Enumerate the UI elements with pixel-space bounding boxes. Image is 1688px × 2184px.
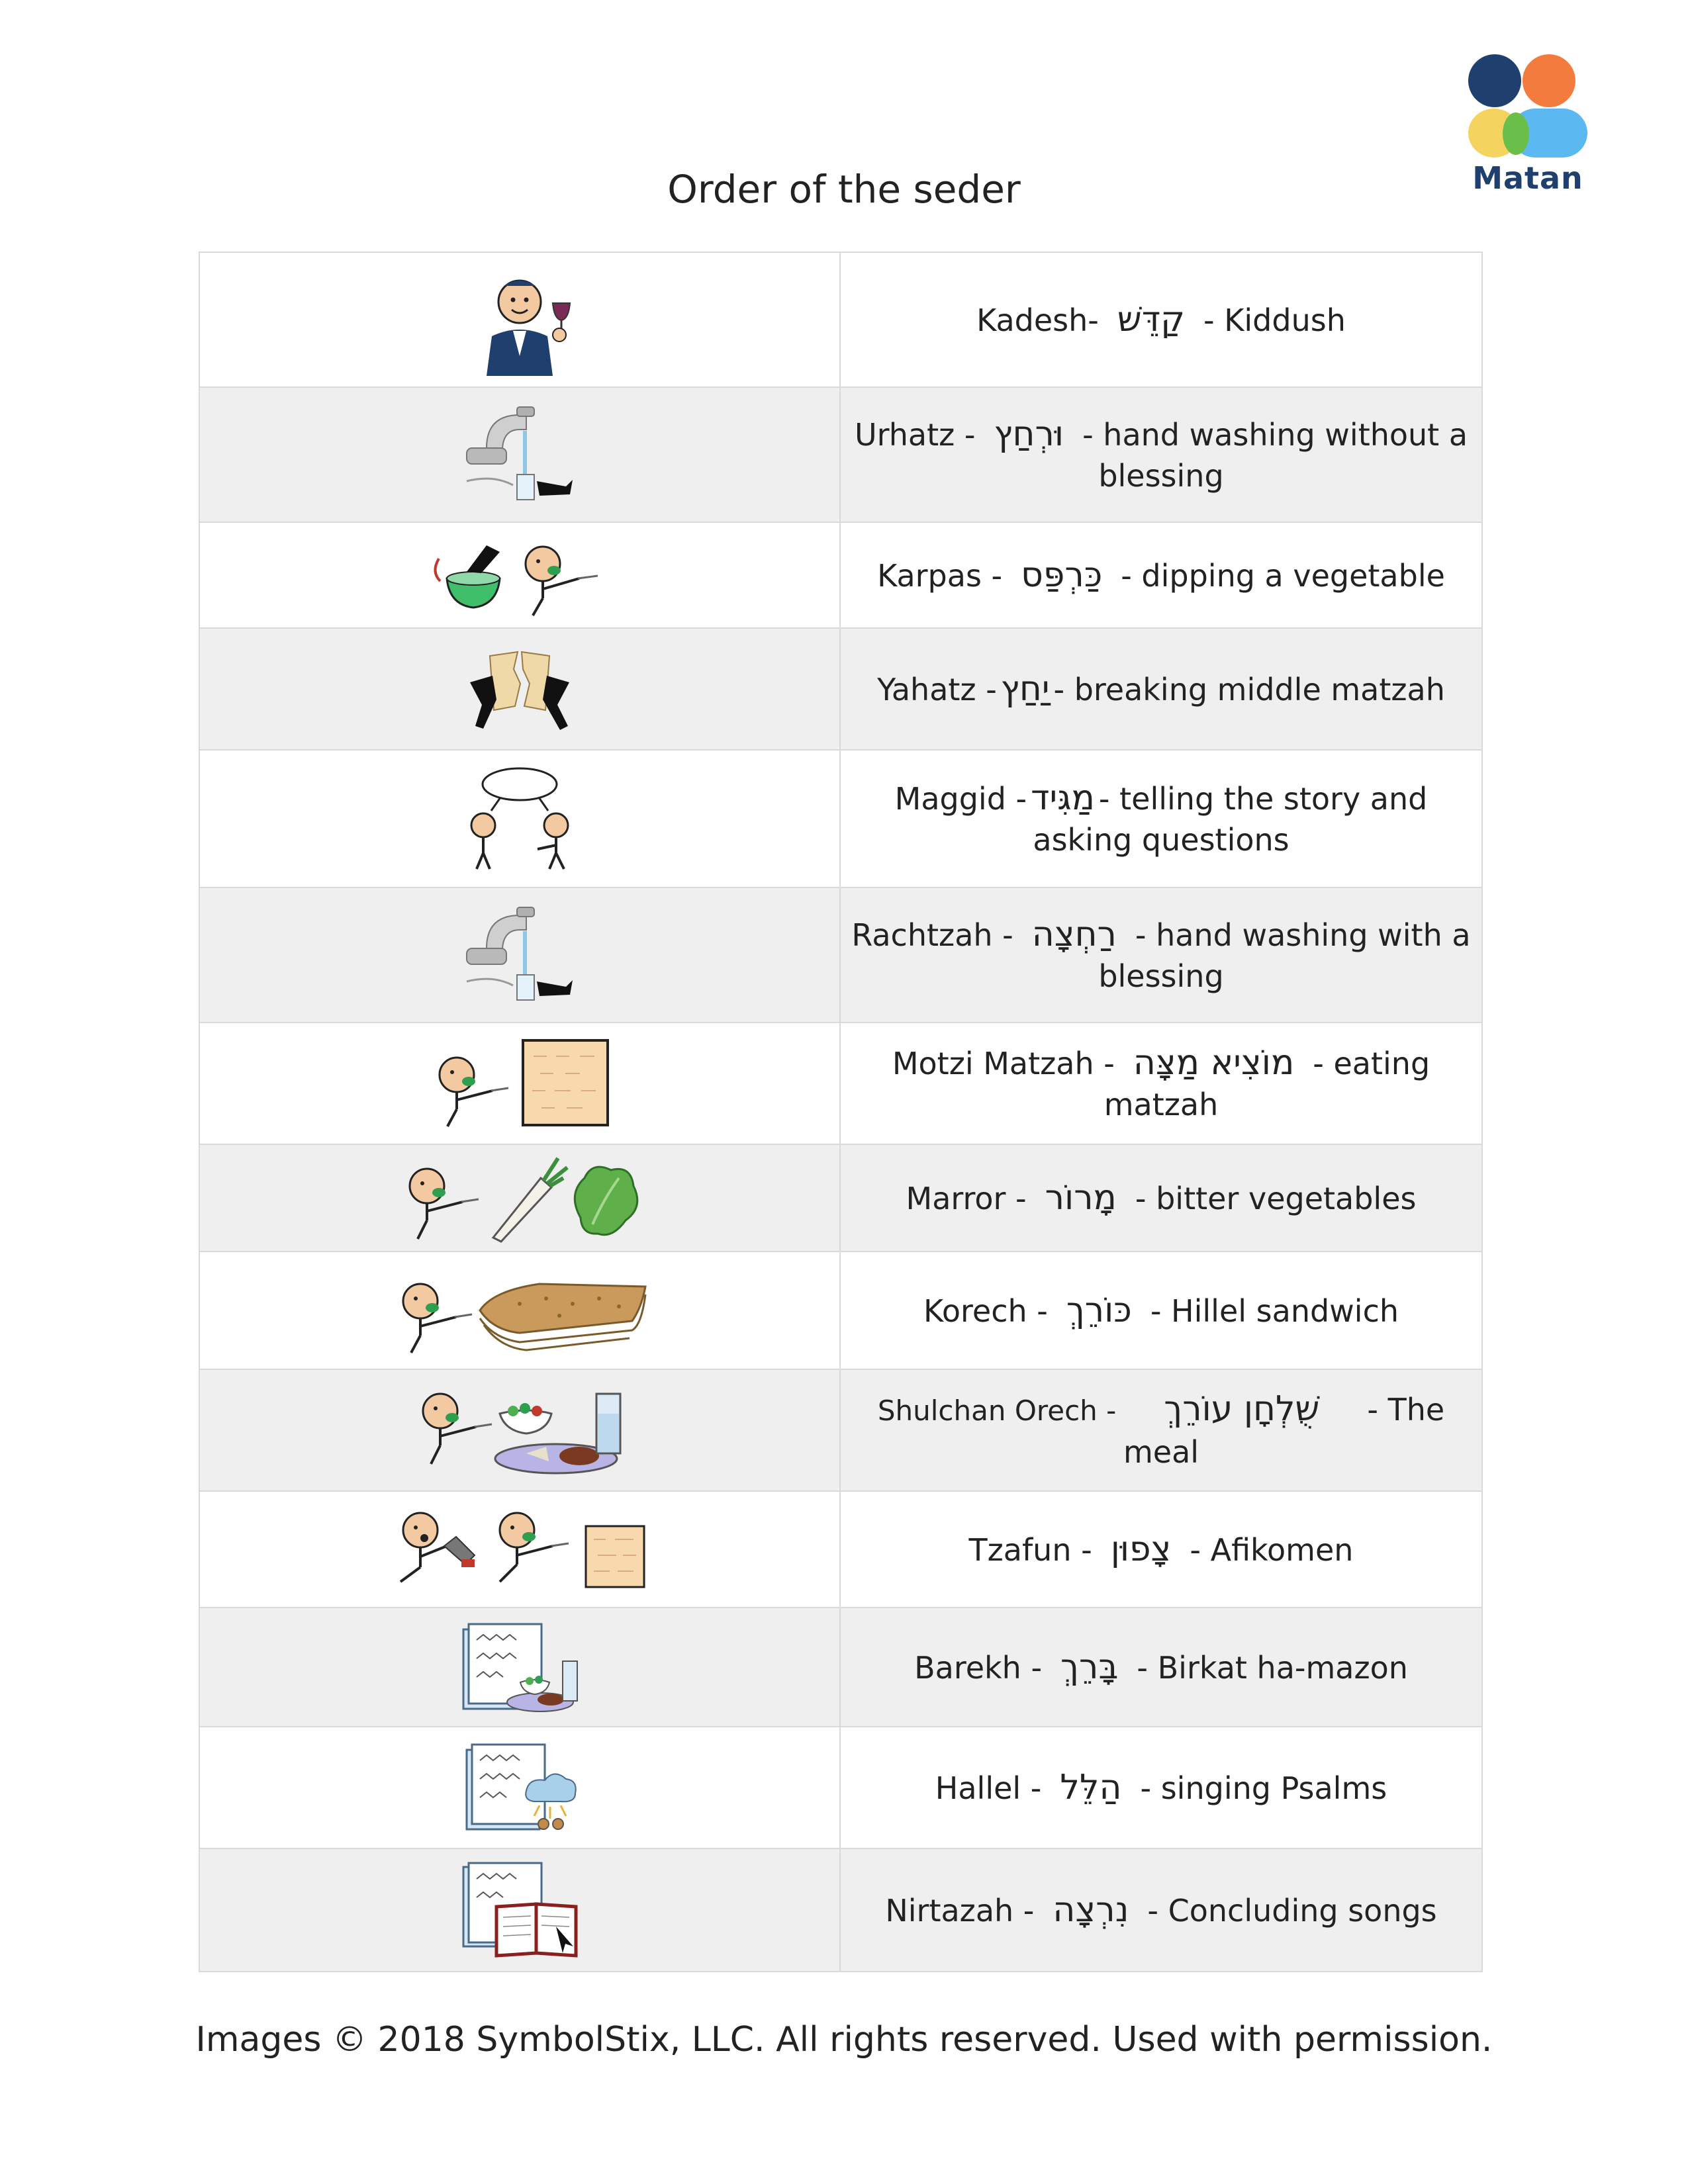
step-meaning: - breaking middle matzah [1053, 671, 1445, 707]
row-image-cell [200, 1252, 841, 1369]
step-name: Urhatz - [854, 416, 976, 453]
step-hebrew: רַחְצָה [1031, 914, 1117, 954]
row-image-cell [200, 1145, 841, 1251]
row-text-cell [841, 1849, 1481, 1971]
table-row [200, 629, 1481, 751]
row-image-cell [200, 1727, 841, 1848]
grace-after-meals-icon [457, 1617, 583, 1717]
row-text-cell [841, 388, 1481, 522]
row-text-cell [841, 253, 1481, 387]
step-meaning: - The meal [1123, 1391, 1445, 1470]
step-meaning: - Kiddush [1203, 302, 1346, 338]
table-row [200, 1608, 1481, 1727]
row-text-cell [841, 1370, 1481, 1490]
step-name: Tzafun - [968, 1531, 1092, 1568]
row-image-cell [200, 1492, 841, 1607]
row-text-cell [841, 1492, 1481, 1607]
row-text-cell [841, 751, 1481, 887]
person-holding-wine-icon [460, 263, 579, 376]
step-name: Maggid - [894, 780, 1027, 817]
table-row [200, 751, 1481, 888]
step-hebrew: מָרוֹר [1045, 1177, 1117, 1218]
logo-dot-green [1503, 113, 1529, 155]
row-text-cell [841, 888, 1481, 1022]
step-hebrew: מַגִּיד [1031, 778, 1095, 818]
step-hebrew: מוֹצִיא מַצָּה [1133, 1042, 1295, 1083]
row-image-cell [200, 751, 841, 887]
row-text-cell [841, 1608, 1481, 1726]
step-name: Nirtazah - [885, 1892, 1035, 1929]
step-name: Karpas - [877, 557, 1003, 594]
dipping-vegetable-icon [427, 532, 612, 618]
table-row [200, 388, 1481, 523]
hand-washing-icon [453, 402, 586, 508]
step-meaning: - Concluding songs [1147, 1892, 1437, 1929]
step-meaning: - bitter vegetables [1135, 1180, 1417, 1216]
step-name: Yahatz - [877, 671, 997, 707]
seder-table [199, 251, 1483, 1972]
table-row [200, 1492, 1481, 1608]
row-image-cell [200, 1023, 841, 1144]
step-meaning: - hand washing with a blessing [1098, 917, 1471, 994]
step-name: Korech - [923, 1293, 1048, 1329]
table-row [200, 1727, 1481, 1849]
hand-washing-icon [453, 902, 586, 1008]
eating-matzah-icon [424, 1034, 616, 1133]
logo-wordmark: Matan [1472, 160, 1583, 196]
row-image-cell [200, 1608, 841, 1726]
step-name: Rachtzah - [851, 917, 1013, 953]
row-image-cell [200, 1370, 841, 1490]
row-image-cell [200, 888, 841, 1022]
step-hebrew: נִרְצָה [1053, 1889, 1129, 1930]
concluding-songs-icon [457, 1860, 583, 1960]
table-row [200, 888, 1481, 1023]
row-text-cell [841, 523, 1481, 627]
step-hebrew: כַּרְפַּס [1021, 555, 1103, 595]
step-hebrew: שֻׁלְחָן עוֹרֵךְ [1164, 1388, 1320, 1429]
step-hebrew: כּוֹרֵךְ [1066, 1290, 1132, 1330]
step-meaning: - telling the story and asking questions [1033, 780, 1428, 858]
row-text-cell [841, 1727, 1481, 1848]
row-image-cell [200, 629, 841, 749]
step-meaning: - dipping a vegetable [1121, 557, 1445, 594]
step-name: Shulchan Orech - [877, 1394, 1117, 1427]
step-hebrew: הַלֵּל [1060, 1767, 1122, 1807]
table-row [200, 1849, 1481, 1972]
step-meaning: - Birkat ha-mazon [1137, 1649, 1408, 1686]
logo-dot-navy [1468, 54, 1521, 107]
row-image-cell [200, 388, 841, 522]
row-image-cell [200, 1849, 841, 1971]
step-name: Barekh - [914, 1649, 1043, 1686]
singing-psalms-icon [460, 1738, 579, 1837]
table-row [200, 1023, 1481, 1145]
table-row [200, 523, 1481, 629]
table-row [200, 1370, 1481, 1492]
step-hebrew: בָּרֵךְ [1060, 1647, 1119, 1687]
two-people-talking-icon [457, 766, 583, 872]
row-text-cell [841, 1023, 1481, 1144]
step-hebrew: צָפוּן [1110, 1529, 1172, 1569]
step-name: Hallel - [935, 1770, 1042, 1806]
meal-icon [407, 1381, 632, 1480]
step-name: Kadesh- [976, 302, 1099, 338]
step-meaning: - singing Psalms [1140, 1770, 1387, 1806]
row-text-cell [841, 629, 1481, 749]
breaking-matzah-icon [463, 643, 576, 735]
bitter-vegetables-icon [394, 1152, 645, 1244]
table-row [200, 1252, 1481, 1370]
step-hebrew: קַדֵּשׁ [1117, 299, 1186, 340]
row-text-cell [841, 1145, 1481, 1251]
row-text-cell [841, 1252, 1481, 1369]
row-image-cell [200, 523, 841, 627]
row-image-cell [200, 253, 841, 387]
step-name: Motzi Matzah - [892, 1045, 1115, 1081]
afikomen-icon [387, 1500, 652, 1599]
step-meaning: - Hillel sandwich [1150, 1293, 1399, 1329]
step-hebrew: יַחַץ [1000, 668, 1050, 709]
step-meaning: - Afikomen [1190, 1531, 1354, 1568]
step-meaning: - hand washing without a blessing [1082, 416, 1468, 494]
logo-dot-orange [1523, 54, 1575, 107]
step-name: Marror - [906, 1180, 1027, 1216]
step-meaning: - eating matzah [1103, 1045, 1430, 1122]
step-hebrew: וּרְחַץ [994, 414, 1064, 454]
table-row [200, 1145, 1481, 1252]
hillel-sandwich-icon [387, 1264, 652, 1357]
page-title: Order of the seder [667, 167, 1021, 212]
table-row [200, 253, 1481, 388]
copyright-footer: Images © 2018 SymbolStix, LLC. All rights reserved. Used with permission. [195, 2020, 1493, 2060]
